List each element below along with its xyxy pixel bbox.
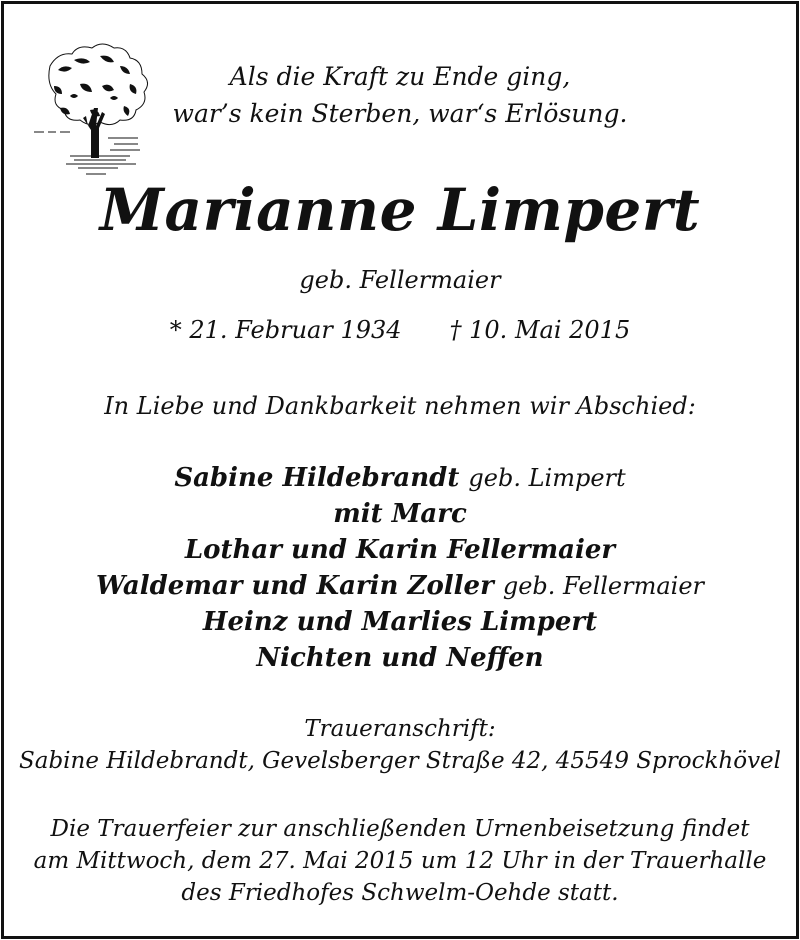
deceased-name: Marianne Limpert <box>99 176 701 244</box>
mourner-name: Waldemar und Karin Zoller <box>95 571 494 601</box>
mourner-line <box>0 607 800 637</box>
mourner-name: Nichten und Neffen <box>256 643 544 673</box>
mourner-name: Sabine Hildebrandt <box>174 463 460 493</box>
mourner-name: Heinz und Marlies Limpert <box>202 607 598 637</box>
maiden-name: geb. Fellermaier <box>299 266 501 294</box>
mourner-line <box>0 643 800 673</box>
motto-line-2: war’s kein Sterben, war‘s Erlösung. <box>172 99 628 128</box>
ceremony-line-2: am Mittwoch, dem 27. Mai 2015 um 12 Uhr in der Trauerhalle <box>33 848 767 874</box>
ceremony-line-3: des Friedhofes Schwelm-Oehde statt. <box>181 880 619 906</box>
birth-date: * 21. Februar 1934 <box>169 316 402 344</box>
mourner-suffix: geb. Fellermaier <box>502 572 705 600</box>
mourner-line <box>0 535 800 565</box>
mourner-name: mit Marc <box>333 499 467 529</box>
mourner-line <box>0 571 800 601</box>
life-dates <box>0 316 800 344</box>
motto-line-1: Als die Kraft zu Ende ging, <box>229 62 571 91</box>
mourner-line <box>0 499 800 529</box>
address-text: Sabine Hildebrandt, Gevelsberger Straße 42, 45549 Sprockhövel <box>18 748 782 774</box>
death-date: † 10. Mai 2015 <box>449 316 631 344</box>
mourner-line <box>0 463 800 493</box>
mourner-name: Lothar und Karin Fellermaier <box>184 535 616 565</box>
ceremony-line-1: Die Trauerfeier zur anschließenden Urnenbeisetzung findet <box>50 816 750 842</box>
farewell-intro: In Liebe und Dankbarkeit nehmen wir Abschied: <box>104 392 696 420</box>
mourner-suffix: geb. Limpert <box>468 464 626 492</box>
address-label: Traueranschrift: <box>304 716 496 742</box>
